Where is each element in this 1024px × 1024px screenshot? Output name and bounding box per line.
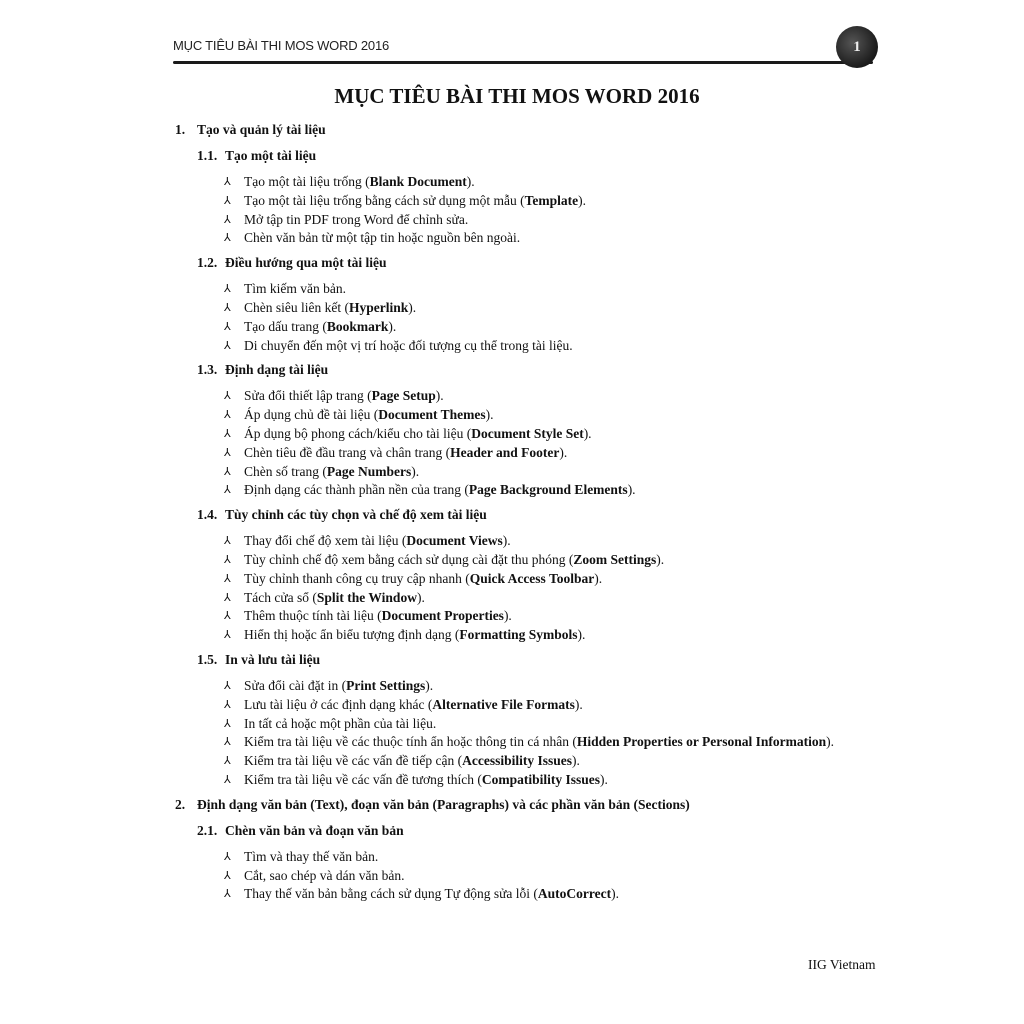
item-text-bold: Quick Access Toolbar (469, 570, 595, 586)
item-text (244, 551, 855, 570)
subsection-title: In và lưu tài liệu (225, 651, 321, 667)
item-text-plain: Tạo dấu trang ( (244, 318, 327, 334)
list-item (224, 607, 855, 626)
list-item (224, 406, 855, 425)
subsection-title: Điều hướng qua một tài liệu (225, 255, 387, 271)
item-text-end: ). (408, 299, 417, 315)
bullet-icon: ⅄ (224, 679, 231, 692)
list-item (224, 192, 855, 211)
list-item (224, 280, 855, 299)
list-item (224, 444, 855, 463)
item-text-end: ). (577, 627, 586, 643)
bullet-icon: ⅄ (224, 320, 231, 333)
bullet-icon: ⅄ (224, 698, 231, 711)
item-text-bold: Page Numbers (326, 463, 412, 479)
item-text-bold: AutoCorrect (537, 886, 612, 902)
item-text-plain: Tùy chỉnh thanh công cụ truy cập nhanh ( (244, 570, 470, 586)
item-text-end: ). (411, 463, 420, 479)
item-text-bold: Header and Footer (450, 444, 560, 460)
item-text (244, 481, 855, 500)
item-text-bold: Formatting Symbols (459, 627, 578, 643)
list-item (224, 463, 855, 482)
bullet-list (224, 677, 855, 790)
section-title: Tạo và quản lý tài liệu (197, 122, 326, 137)
subsection-heading (197, 359, 855, 381)
list-item (224, 848, 855, 867)
subsection-heading (197, 504, 855, 526)
bullet-icon: ⅄ (224, 773, 231, 786)
bullet-icon: ⅄ (224, 535, 231, 548)
bullet-icon: ⅄ (224, 717, 231, 730)
item-text (244, 337, 855, 356)
page-title: MỤC TIÊU BÀI THI MOS WORD 2016 (334, 84, 700, 108)
list-item (224, 387, 855, 406)
item-text (244, 463, 855, 482)
subsection-title: Chèn văn bản và đoạn văn bản (225, 822, 404, 838)
bullet-icon: ⅄ (224, 301, 231, 314)
item-text-bold: Template (524, 192, 579, 208)
bullet-icon: ⅄ (224, 553, 231, 566)
item-text-end: ). (485, 407, 494, 423)
item-text (244, 192, 855, 211)
item-text-plain: Thay thế văn bản bằng cách sử dụng Tự động sửa lỗi ( (244, 886, 538, 902)
section-heading (175, 119, 855, 141)
section-heading (175, 794, 855, 816)
item-text-plain: Thay đổi chế độ xem tài liệu ( (244, 533, 407, 549)
bullet-icon: ⅄ (224, 339, 231, 352)
bullet-icon: ⅄ (224, 409, 231, 422)
item-text-end: ). (435, 388, 444, 404)
bullet-icon: ⅄ (224, 572, 231, 585)
item-text-plain: Chèn văn bản từ một tập tin hoặc nguồn bên ngoài. (244, 230, 521, 246)
item-text-end: ). (388, 318, 397, 334)
header-rule (173, 61, 873, 64)
list-item (224, 867, 855, 886)
item-text-plain: Sửa đổi thiết lập trang ( (244, 388, 372, 404)
item-text (244, 626, 855, 645)
item-text-bold: Split the Window (316, 589, 417, 605)
item-text-plain: Thêm thuộc tính tài liệu ( (244, 608, 382, 624)
item-text-end: ). (559, 444, 568, 460)
item-text-end: ). (466, 174, 475, 189)
item-text-plain: Cắt, sao chép và dán văn bản. (244, 867, 405, 883)
item-text-bold: Bookmark (326, 318, 389, 334)
item-text-bold: Zoom Settings (573, 551, 657, 567)
item-text (244, 752, 855, 771)
item-text-bold: Accessibility Issues (462, 753, 573, 769)
list-item (224, 589, 855, 608)
item-text-plain: Áp dụng chủ đề tài liệu ( (244, 407, 379, 423)
page-number-badge: 1 (836, 26, 878, 68)
item-text-bold: Compatibility Issues (481, 771, 601, 787)
subsection-number: 1.2. (197, 255, 218, 271)
item-text (244, 532, 855, 551)
item-text (244, 733, 855, 752)
running-header: MỤC TIÊU BÀI THI MOS WORD 2016 (173, 38, 390, 53)
bullet-icon: ⅄ (224, 755, 231, 768)
item-text-end: ). (583, 425, 592, 441)
section-number: 2. (175, 796, 186, 812)
item-text-plain: Định dạng các thành phần nền của trang ( (244, 482, 469, 498)
item-text-end: ). (594, 570, 603, 586)
item-text-bold: Blank Document (369, 174, 467, 189)
item-text-end: ). (502, 533, 511, 549)
bullet-icon: ⅄ (224, 484, 231, 497)
bullet-icon: ⅄ (224, 465, 231, 478)
item-text (244, 570, 855, 589)
list-item (224, 885, 855, 904)
bullet-icon: ⅄ (224, 888, 231, 901)
item-text-end: ). (416, 589, 425, 605)
bullet-list (224, 848, 855, 904)
subsection-number: 1.1. (197, 148, 218, 163)
item-text (244, 299, 855, 318)
bullet-icon: ⅄ (224, 446, 231, 459)
subsection-number: 1.5. (197, 651, 218, 667)
footer-text: IIG Vietnam (808, 957, 876, 972)
item-text-bold: Print Settings (346, 677, 426, 693)
bullet-icon: ⅄ (224, 283, 231, 296)
item-text (244, 885, 855, 904)
list-item (224, 229, 855, 248)
document-body (175, 119, 855, 908)
item-text-plain: Mở tập tin PDF trong Word để chỉnh sửa. (244, 211, 469, 227)
subsection-title: Tạo một tài liệu (225, 148, 317, 163)
item-text (244, 696, 855, 715)
item-text (244, 318, 855, 337)
item-text-bold: Document Views (406, 533, 503, 549)
item-text-end: ). (503, 608, 512, 624)
item-text (244, 387, 855, 406)
item-text-plain: Lưu tài liệu ở các định dạng khác ( (244, 696, 433, 712)
bullet-icon: ⅄ (224, 176, 231, 188)
item-text-bold: Page Setup (371, 388, 436, 404)
item-text-end: ). (600, 771, 608, 787)
item-text-bold: Alternative File Formats (432, 696, 575, 712)
item-text-plain: Tạo một tài liệu trống bằng cách sử dụng một mẫu ( (244, 192, 525, 208)
bullet-icon: ⅄ (224, 427, 231, 440)
list-item (224, 626, 855, 645)
item-text (244, 677, 855, 696)
item-text-end: ). (578, 192, 587, 208)
bullet-icon: ⅄ (224, 232, 231, 245)
bullet-icon: ⅄ (224, 850, 231, 863)
section-title: Định dạng văn bản (Text), đoạn văn bản (Paragraphs) và các phần văn bản (Sections) (197, 796, 690, 812)
list-item (224, 425, 855, 444)
subsection-number: 2.1. (197, 822, 218, 838)
item-text-bold: Document Style Set (471, 425, 584, 441)
list-item (224, 481, 855, 500)
subsection-heading (197, 145, 855, 167)
subsection-heading (197, 252, 855, 274)
item-text-bold: Page Background Elements (468, 482, 628, 498)
bullet-icon: ⅄ (224, 213, 231, 226)
item-text-plain: In tất cả hoặc một phần của tài liệu. (244, 715, 437, 731)
bullet-icon: ⅄ (224, 610, 231, 623)
item-text (244, 715, 855, 734)
list-item (224, 733, 855, 752)
subsection-title: Tùy chỉnh các tùy chọn và chế độ xem tài liệu (225, 507, 487, 523)
subsection-number: 1.3. (197, 362, 218, 378)
list-item (224, 551, 855, 570)
list-item (224, 771, 855, 790)
section-number: 1. (175, 122, 186, 137)
item-text-end: ). (627, 482, 636, 498)
item-text-bold: Hidden Properties or Personal Information (576, 734, 827, 750)
list-item (224, 318, 855, 337)
list-item (224, 696, 855, 715)
list-item (224, 299, 855, 318)
item-text-plain: Kiểm tra tài liệu về các vấn đề tương thích ( (244, 771, 482, 787)
item-text-plain: Áp dụng bộ phong cách/kiểu cho tài liệu ( (244, 425, 472, 441)
list-item (224, 211, 855, 230)
subsection-title: Định dạng tài liệu (225, 362, 329, 378)
item-text (244, 406, 855, 425)
item-text-end: ). (425, 677, 434, 693)
item-text-plain: Hiển thị hoặc ẩn biểu tượng định dạng ( (244, 627, 460, 643)
bullet-list (224, 280, 855, 355)
item-text-plain: Tìm và thay thế văn bản. (244, 848, 379, 864)
item-text-end: ). (572, 753, 580, 769)
item-text (244, 607, 855, 626)
item-text (244, 280, 855, 299)
item-text-plain: Tạo một tài liệu trống ( (244, 174, 370, 189)
item-text-plain: Tìm kiếm văn bản. (244, 281, 346, 297)
bullet-list (224, 387, 855, 500)
item-text-plain: Chèn tiêu đề đầu trang và chân trang ( (244, 444, 451, 460)
bullet-list (224, 173, 855, 248)
list-item (224, 715, 855, 734)
item-text-plain: Di chuyển đến một vị trí hoặc đối tượng cụ thể trong tài liệu. (244, 337, 573, 353)
bullet-icon: ⅄ (224, 736, 231, 749)
bullet-icon: ⅄ (224, 591, 231, 604)
bullet-icon: ⅄ (224, 390, 231, 403)
bullet-icon: ⅄ (224, 869, 231, 882)
bullet-icon: ⅄ (224, 194, 231, 207)
list-item (224, 173, 855, 192)
item-text-bold: Document Themes (378, 407, 486, 423)
list-item (224, 570, 855, 589)
item-text-bold: Document Properties (381, 608, 504, 624)
item-text (244, 589, 855, 608)
list-item (224, 337, 855, 356)
item-text-plain: Tách cửa sổ ( (244, 589, 317, 605)
list-item (224, 752, 855, 771)
item-text (244, 444, 855, 463)
item-text-end: ). (611, 886, 619, 902)
bullet-list (224, 532, 855, 645)
item-text (244, 173, 855, 192)
list-item (224, 532, 855, 551)
item-text (244, 771, 855, 790)
item-text (244, 229, 855, 248)
item-text-plain: Kiểm tra tài liệu về các vấn đề tiếp cận ( (244, 753, 463, 769)
item-text-plain: Kiểm tra tài liệu về các thuộc tính ẩn hoặc thông tin cá nhân ( (244, 734, 577, 750)
item-text-bold: Hyperlink (348, 299, 409, 315)
item-text-end: ). (656, 551, 665, 567)
item-text (244, 211, 855, 230)
item-text-plain: Chèn siêu liên kết ( (244, 299, 349, 315)
subsection-heading (197, 820, 855, 842)
subsection-number: 1.4. (197, 507, 218, 523)
subsection-heading (197, 649, 855, 671)
item-text-end: ). (826, 734, 835, 750)
item-text-plain: Tùy chỉnh chế độ xem bằng cách sử dụng cài đặt thu phóng ( (244, 551, 574, 567)
item-text (244, 425, 855, 444)
item-text (244, 867, 855, 886)
item-text (244, 848, 855, 867)
item-text-plain: Chèn số trang ( (244, 463, 327, 479)
item-text-end: ). (574, 696, 583, 712)
bullet-icon: ⅄ (224, 629, 231, 642)
list-item (224, 677, 855, 696)
item-text-plain: Sửa đổi cài đặt in ( (244, 677, 347, 693)
